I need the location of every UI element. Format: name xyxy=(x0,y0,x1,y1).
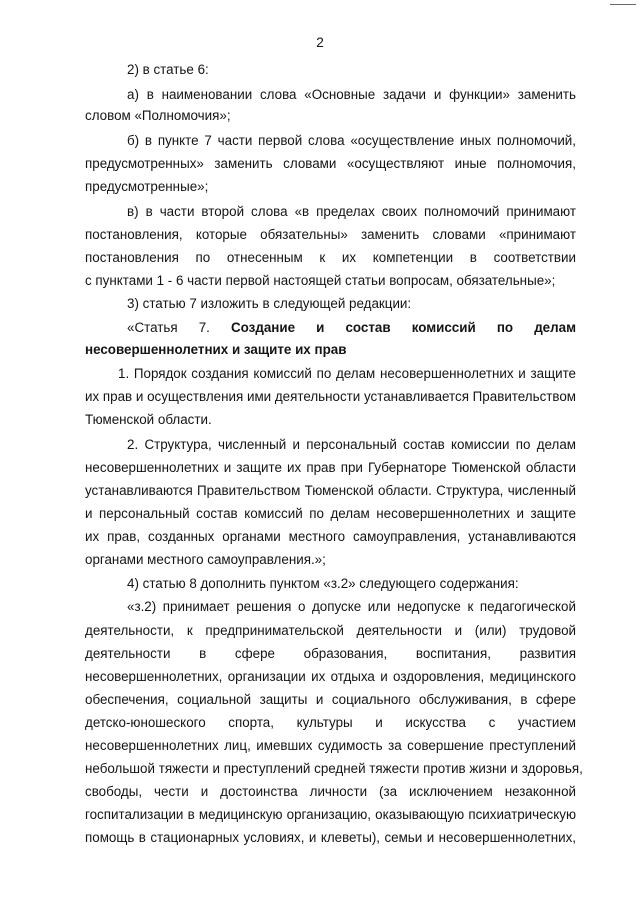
paragraph-line: Тюменской области. xyxy=(85,412,212,427)
paragraph-line: органами местного самоуправления.»; xyxy=(85,552,326,567)
article-prefix: «Статья xyxy=(127,320,178,335)
paragraph-line: их прав, созданных органами местного самоуправления, устанавливаются xyxy=(85,529,576,544)
scan-corner-mark xyxy=(610,4,636,5)
article-title-word: и xyxy=(316,320,325,335)
paragraph-line: в) в части второй слова «в пределах своих полномочий принимают xyxy=(127,204,576,219)
paragraph-line: устанавливаются Правительством Тюменской области. Структура, численный xyxy=(85,483,576,498)
article-title-word: Создание xyxy=(230,320,296,335)
paragraph-line: предусмотренные»; xyxy=(85,179,209,194)
paragraph-line: детско-юношеского спорта, культуры и искусства с участием xyxy=(85,715,576,730)
paragraph-line: деятельности в сфере образования, воспитания, развития xyxy=(85,646,576,661)
paragraph-line: с пунктами 1 - 6 части первой настоящей статьи вопросам, обязательные»; xyxy=(85,273,556,288)
article-title-word: по xyxy=(496,320,514,335)
article-title-word: состав xyxy=(345,320,391,335)
paragraph-line: свободы, чести и достоинства личности (за исключением незаконной xyxy=(85,784,576,799)
paragraph-line: 2. Структура, численный и персональный состав комиссии по делам xyxy=(127,437,576,452)
paragraph-line: предусмотренных» заменить словами «осуществляют иные полномочия, xyxy=(85,156,576,171)
article-title-continuation: несовершеннолетних и защите их прав xyxy=(85,342,347,357)
article-title-word: комиссий xyxy=(411,320,476,335)
article-number: 7. xyxy=(198,320,210,335)
paragraph-line: госпитализации в медицинскую организацию, оказывающую психиатрическую xyxy=(85,807,576,822)
paragraph-line: обеспечения, социальной защиты и социального обслуживания, в сфере xyxy=(85,692,576,707)
article-heading xyxy=(127,320,576,335)
paragraph-line: а) в наименовании слова «Основные задачи и функции» заменить xyxy=(127,87,576,102)
paragraph-line: несовершеннолетних, организации их отдыха и оздоровления, медицинского xyxy=(85,669,576,684)
paragraph-line: постановления, которые обязательны» заменить словами «принимают xyxy=(85,227,576,242)
paragraph-line: 1. Порядок создания комиссий по делам несовершеннолетних и защите xyxy=(118,366,576,381)
article-title-word: делам xyxy=(534,320,576,335)
paragraph-line: помощь в стационарных условиях, и клеветы), семьи и несовершеннолетних, xyxy=(85,830,576,845)
paragraph-line: 2) в статье 6: xyxy=(127,62,209,77)
paragraph-line: постановления по отнесенным к их компетенции в соответствии xyxy=(85,250,576,265)
paragraph-line: 3) статью 7 изложить в следующей редакции: xyxy=(127,296,412,311)
paragraph-line: «з.2) принимает решения о допуске или недопуске к педагогической xyxy=(127,599,576,614)
paragraph-line: б) в пункте 7 части первой слова «осуществление иных полномочий, xyxy=(127,133,576,148)
paragraph-line: их прав и осуществления ими деятельности устанавливается Правительством xyxy=(85,389,577,404)
paragraph-line: несовершеннолетних лиц, имевших судимость за совершение преступлений xyxy=(85,738,576,753)
page-number: 2 xyxy=(316,35,324,50)
paragraph-line: небольшой тяжести и преступлений средней тяжести против жизни и здоровья, xyxy=(85,761,583,776)
paragraph-line: словом «Полномочия»; xyxy=(85,108,231,123)
paragraph-line: и персональный состав комиссий по делам несовершеннолетних и защите xyxy=(85,506,576,521)
paragraph-line: 4) статью 8 дополнить пунктом «з.2» следующего содержания: xyxy=(127,576,519,591)
paragraph-line: несовершеннолетних и защите их прав при Губернаторе Тюменской области xyxy=(85,460,576,475)
paragraph-line: деятельности, к предпринимательской деятельности и (или) трудовой xyxy=(85,623,576,638)
